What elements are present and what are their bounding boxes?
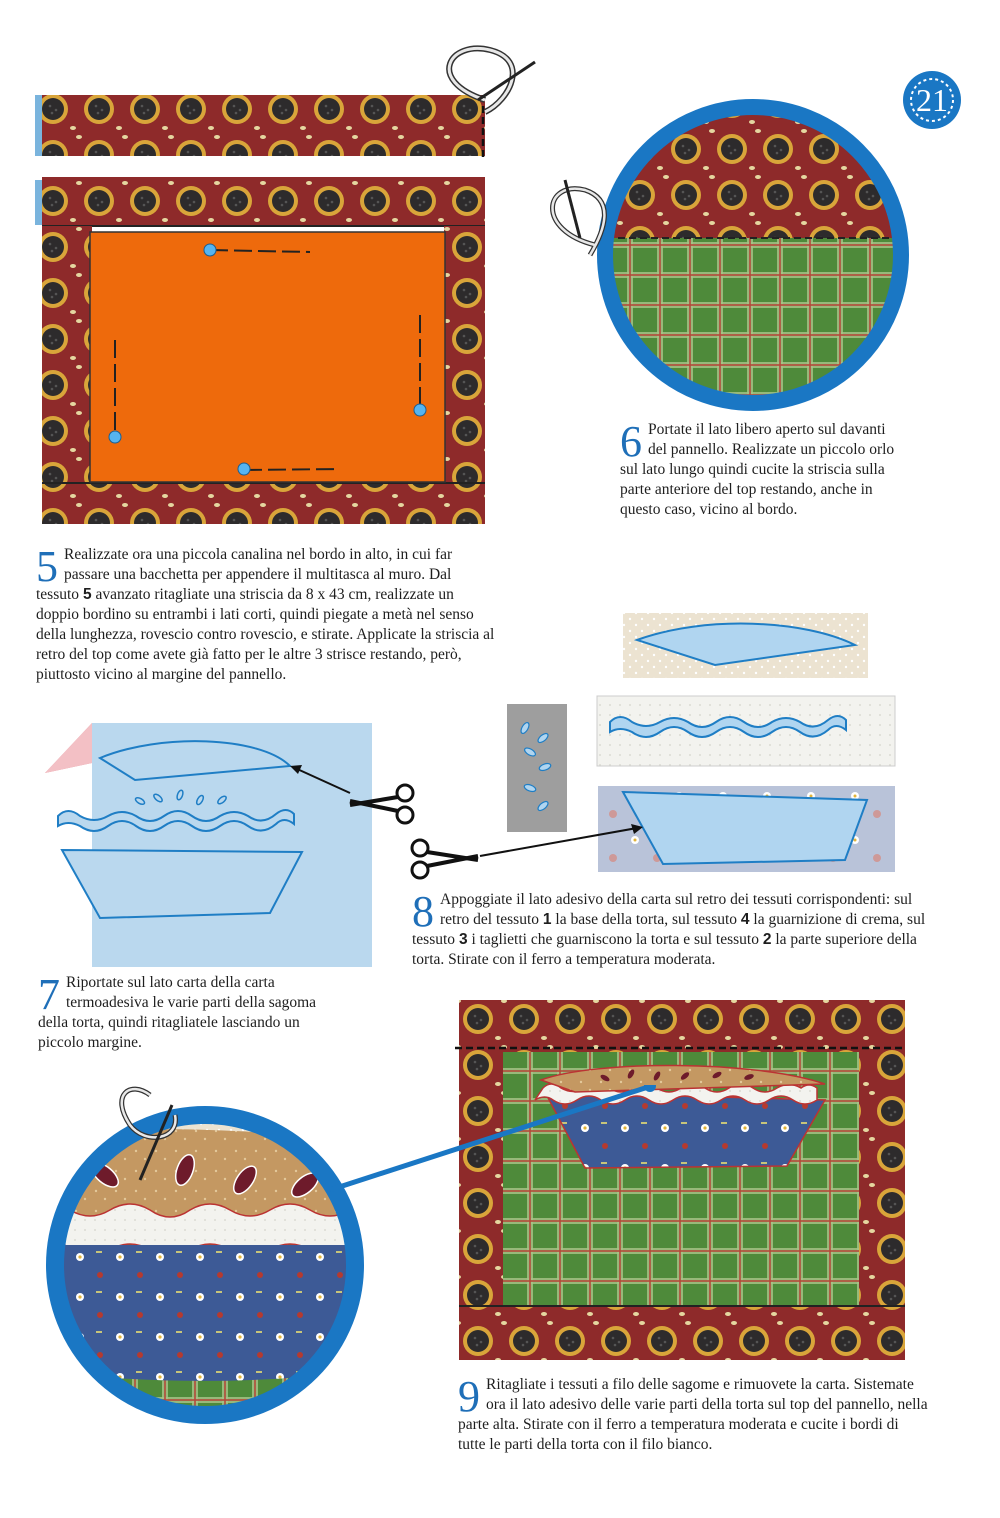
step6-illustration [525, 80, 945, 420]
needle-thread-icon [553, 180, 605, 255]
step-paragraph: la guarnizione di crema, sul tessuto [412, 911, 926, 948]
step7-illustration [40, 718, 440, 970]
step5-illustration [30, 40, 550, 530]
step8-illustration [405, 610, 905, 880]
zoom-connector [330, 1087, 648, 1190]
step-number: 8 [412, 887, 434, 936]
panel-right-band [444, 226, 485, 524]
scissors-icon [412, 840, 478, 878]
fabric-number: 4 [740, 911, 750, 928]
fabric-swatch-3 [507, 704, 567, 832]
step-paragraph: Riportate sul lato carta della carta termoadesiva le varie parti della sagoma della torta, quindi ritagliatele lasciando un piccolo margine. [38, 974, 317, 1051]
step-9-text [458, 1372, 928, 1455]
fabric-number: 1 [542, 911, 552, 928]
step-paragraph: la parte superiore della torta. Stirate con il ferro a temperatura moderata. [412, 931, 917, 968]
step-paragraph: Appoggiate il lato adesivo della carta sul retro dei tessuti corrispondenti: sul retro del tessuto [440, 891, 913, 928]
step-8-text [412, 887, 932, 970]
step-paragraph: la base della torta, sul tessuto [551, 911, 741, 928]
template-pie-base [62, 850, 302, 918]
step-paragraph: avanzato ritagliate una striscia da 8 x 43 cm, realizzate un doppio bordino su entrambi i lati corti, quindi piegate a metà nel senso della lunghezza, rovescio contro rovescio, e stirate. Applicate la striscia al retro del top come avete già fatto per le altre 3 strisce restando, però, piuttosto vicino al margine del pannello. [36, 586, 495, 683]
step-paragraph: Portate il lato libero aperto sul davanti del pannello. Realizzate un piccolo orlo sul lato lungo quindi cucite la striscia sulla parte anteriore del top restando, anche in questo caso, vicino al bordo. [620, 421, 895, 518]
top-channel-strip [42, 95, 485, 156]
step-7-text [38, 970, 348, 1053]
step-paragraph: Ritagliate i tessuti a filo delle sagome e rimuovete la carta. Sistemate ora il lato adesivo delle varie parti della torta sul top del pannello, nella parte alta. Stirate con il ferro a temperatura moderata e cucite i bordi di tutte le parti della torta con il filo bianco. [458, 1376, 928, 1453]
step-number: 7 [38, 970, 60, 1019]
fabric-number: 3 [458, 931, 468, 948]
step-paragraph: Realizzate ora una piccola canalina nel bordo in alto, in cui far passare una bacchetta per appendere il multitasca al muro. Dal tessuto [36, 546, 453, 603]
step-number: 5 [36, 542, 58, 591]
step-paragraph: i taglietti che guarniscono la torta e sul tessuto [467, 931, 763, 948]
panel-bottom-band [42, 480, 485, 524]
fabric-number: 2 [762, 931, 772, 948]
step-6-text [620, 417, 900, 520]
orange-interfacing [90, 232, 445, 482]
fabric-number: 5 [82, 586, 92, 603]
page-number: 21 [916, 82, 948, 118]
panel-top-band [42, 177, 485, 227]
step-number: 9 [458, 1372, 480, 1421]
panel-left-band [42, 226, 92, 524]
step-number: 6 [620, 417, 642, 466]
